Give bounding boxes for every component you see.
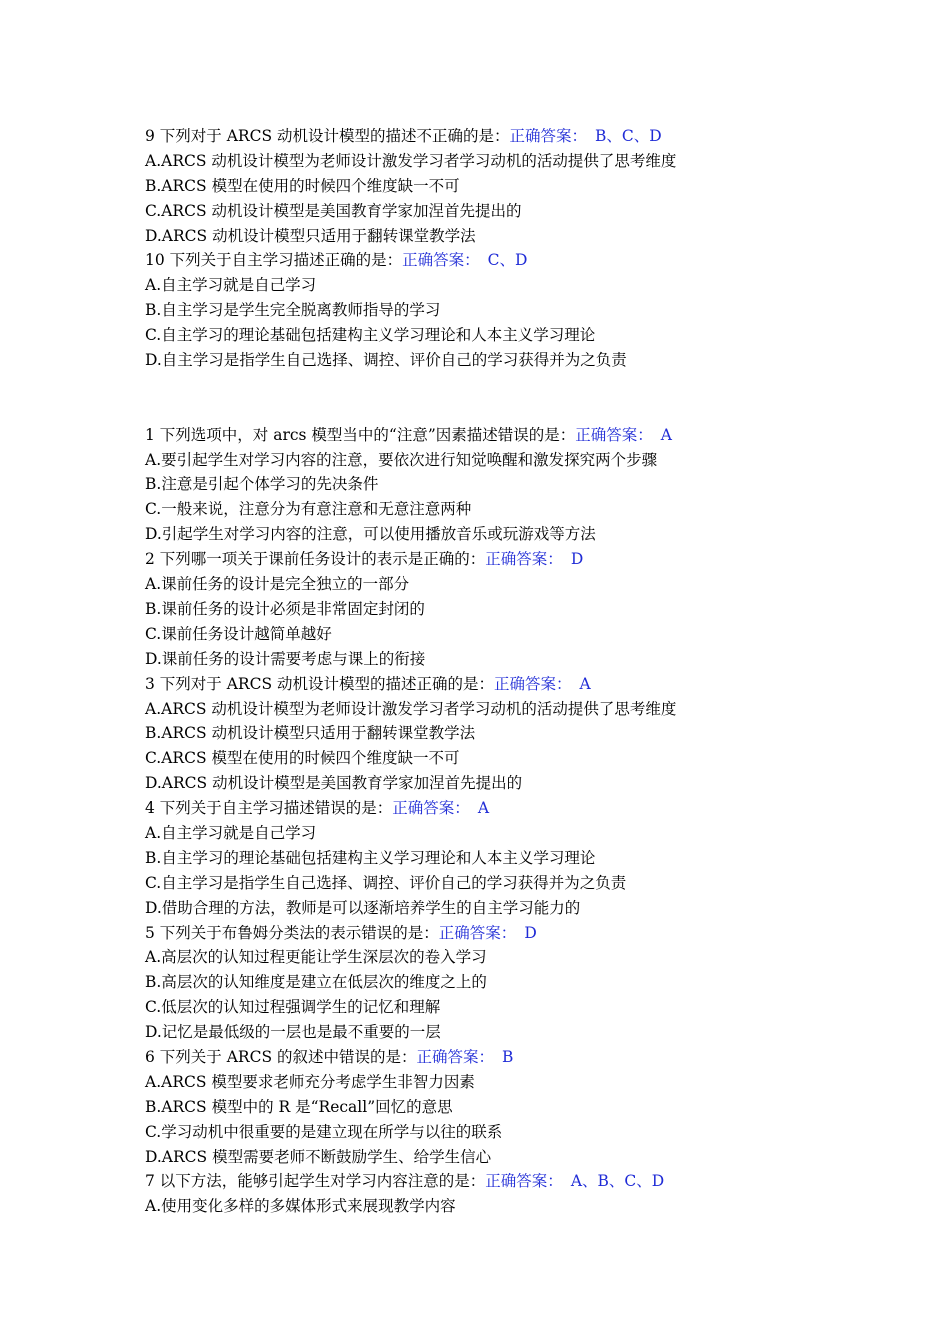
option-line: D.ARCS 动机设计模型是美国教育学家加涅首先提出的 — [145, 774, 523, 793]
question-line — [145, 124, 905, 149]
question-line — [145, 1169, 905, 1194]
option-line: B.ARCS 动机设计模型只适用于翻转课堂教学法 — [145, 724, 476, 743]
option-line: D.借助合理的方法，教师是可以逐渐培养学生的自主学习能力的 — [145, 898, 581, 917]
option-line: B.自主学习是学生完全脱离教师指导的学习 — [145, 301, 441, 320]
option-line: B.高层次的认知维度是建立在低层次的维度之上的 — [145, 973, 487, 992]
question-block-q6 — [145, 1045, 905, 1169]
question-line — [145, 672, 905, 697]
option-line: C.学习动机中很重要的是建立现在所学与以往的联系 — [145, 1122, 503, 1141]
option-line: D.ARCS 动机设计模型只适用于翻转课堂教学法 — [145, 226, 476, 245]
question-text: 9 下列对于 ARCS 动机设计模型的描述不正确的是： — [145, 127, 510, 145]
question-line — [145, 423, 905, 448]
option-line: D.ARCS 模型需要老师不断鼓励学生、给学生信心 — [145, 1147, 492, 1166]
answer-value: D — [570, 550, 584, 569]
option-line: C.一般来说，注意分为有意注意和无意注意两种 — [145, 500, 472, 519]
answer-label: 正确答案： — [575, 425, 653, 444]
answer-value: A — [477, 799, 490, 818]
option-line: A.ARCS 动机设计模型为老师设计激发学习者学习动机的活动提供了思考维度 — [145, 699, 677, 718]
question-text: 10 下列关于自主学习描述正确的是： — [145, 251, 403, 270]
option-line: A.ARCS 模型要求老师充分考虑学生非智力因素 — [145, 1072, 475, 1091]
question-text: 5 下列关于布鲁姆分类法的表示错误的是： — [145, 923, 439, 942]
question-block-q3 — [145, 672, 905, 796]
answer-label: 正确答案： — [438, 923, 517, 942]
option-line: D.记忆是最低级的一层也是最不重要的一层 — [145, 1023, 441, 1042]
option-line: C.ARCS 模型在使用的时候四个维度缺一不可 — [145, 749, 460, 768]
option-line: A.课前任务的设计是完全独立的一部分 — [145, 575, 410, 594]
answer-label: 正确答案： — [416, 1047, 495, 1066]
option-line: A.自主学习就是自己学习 — [145, 823, 317, 842]
question-block-q5 — [145, 921, 905, 1045]
option-line: C.课前任务设计越简单越好 — [145, 624, 332, 643]
option-line: A.使用变化多样的多媒体形式来展现教学内容 — [145, 1197, 456, 1216]
question-line — [145, 547, 905, 572]
question-text: 4 下列关于自主学习描述错误的是： — [145, 799, 393, 818]
option-line: D.自主学习是指学生自己选择、调控、评价自己的学习获得并为之负责 — [145, 351, 627, 370]
option-line: B.课前任务的设计必须是非常固定封闭的 — [145, 599, 425, 618]
option-line: C.自主学习的理论基础包括建构主义学习理论和人本主义学习理论 — [145, 326, 596, 345]
answer-label: 正确答案： — [402, 251, 480, 270]
option-line: D.课前任务的设计需要考虑与课上的衔接 — [145, 649, 426, 668]
option-line: A.ARCS 动机设计模型为老师设计激发学习者学习动机的活动提供了思考维度 — [145, 151, 677, 170]
answer-label: 正确答案： — [485, 550, 563, 569]
answer-value: D — [524, 923, 537, 942]
question-block-q4 — [145, 796, 905, 920]
answer-label: 正确答案： — [485, 1172, 563, 1191]
option-line: C.低层次的认知过程强调学生的记忆和理解 — [145, 998, 441, 1017]
answer-value: C、D — [487, 251, 528, 270]
question-text: 3 下列对于 ARCS 动机设计模型的描述正确的是： — [145, 674, 494, 693]
question-line — [145, 921, 905, 946]
question-text: 1 下列选项中，对 arcs 模型当中的“注意”因素描述错误的是： — [145, 425, 576, 444]
option-line: D.引起学生对学习内容的注意，可以使用播放音乐或玩游戏等方法 — [145, 525, 596, 544]
option-line: A.要引起学生对学习内容的注意，要依次进行知觉唤醒和激发探究两个步骤 — [145, 450, 658, 469]
document-page — [145, 124, 905, 1219]
question-block-q9 — [145, 124, 905, 248]
option-line: B.自主学习的理论基础包括建构主义学习理论和人本主义学习理论 — [145, 848, 596, 867]
question-block-q10 — [145, 248, 905, 372]
answer-value: A — [579, 674, 591, 693]
question-text: 7 以下方法，能够引起学生对学习内容注意的是： — [145, 1172, 486, 1191]
option-line: A.自主学习就是自己学习 — [145, 276, 317, 295]
answer-label: 正确答案： — [392, 799, 470, 818]
question-text: 2 下列哪一项关于课前任务设计的表示是正确的： — [145, 550, 486, 569]
question-text: 6 下列关于 ARCS 的叙述中错误的是： — [145, 1047, 417, 1066]
question-block-q1 — [145, 423, 905, 547]
answer-value: B — [502, 1047, 514, 1066]
question-line — [145, 248, 905, 273]
answer-value: A、B、C、D — [570, 1172, 665, 1191]
option-line: C.ARCS 动机设计模型是美国教育学家加涅首先提出的 — [145, 201, 522, 220]
option-line: C.自主学习是指学生自己选择、调控、评价自己的学习获得并为之负责 — [145, 873, 627, 892]
option-line: B.ARCS 模型在使用的时候四个维度缺一不可 — [145, 176, 460, 195]
answer-label: 正确答案： — [509, 127, 588, 145]
option-line: A.高层次的认知过程更能让学生深层次的卷入学习 — [145, 948, 487, 967]
answer-value: B、C、D — [595, 127, 662, 145]
question-block-q2 — [145, 547, 905, 671]
question-line — [145, 1045, 905, 1070]
question-line — [145, 796, 905, 821]
answer-label: 正确答案： — [494, 674, 572, 693]
option-line: B.ARCS 模型中的 R 是“Recall”回忆的意思 — [145, 1097, 453, 1116]
option-line: B.注意是引起个体学习的先决条件 — [145, 475, 379, 494]
section-spacer — [145, 373, 905, 423]
answer-value: A — [660, 425, 672, 444]
question-block-q7 — [145, 1169, 905, 1219]
